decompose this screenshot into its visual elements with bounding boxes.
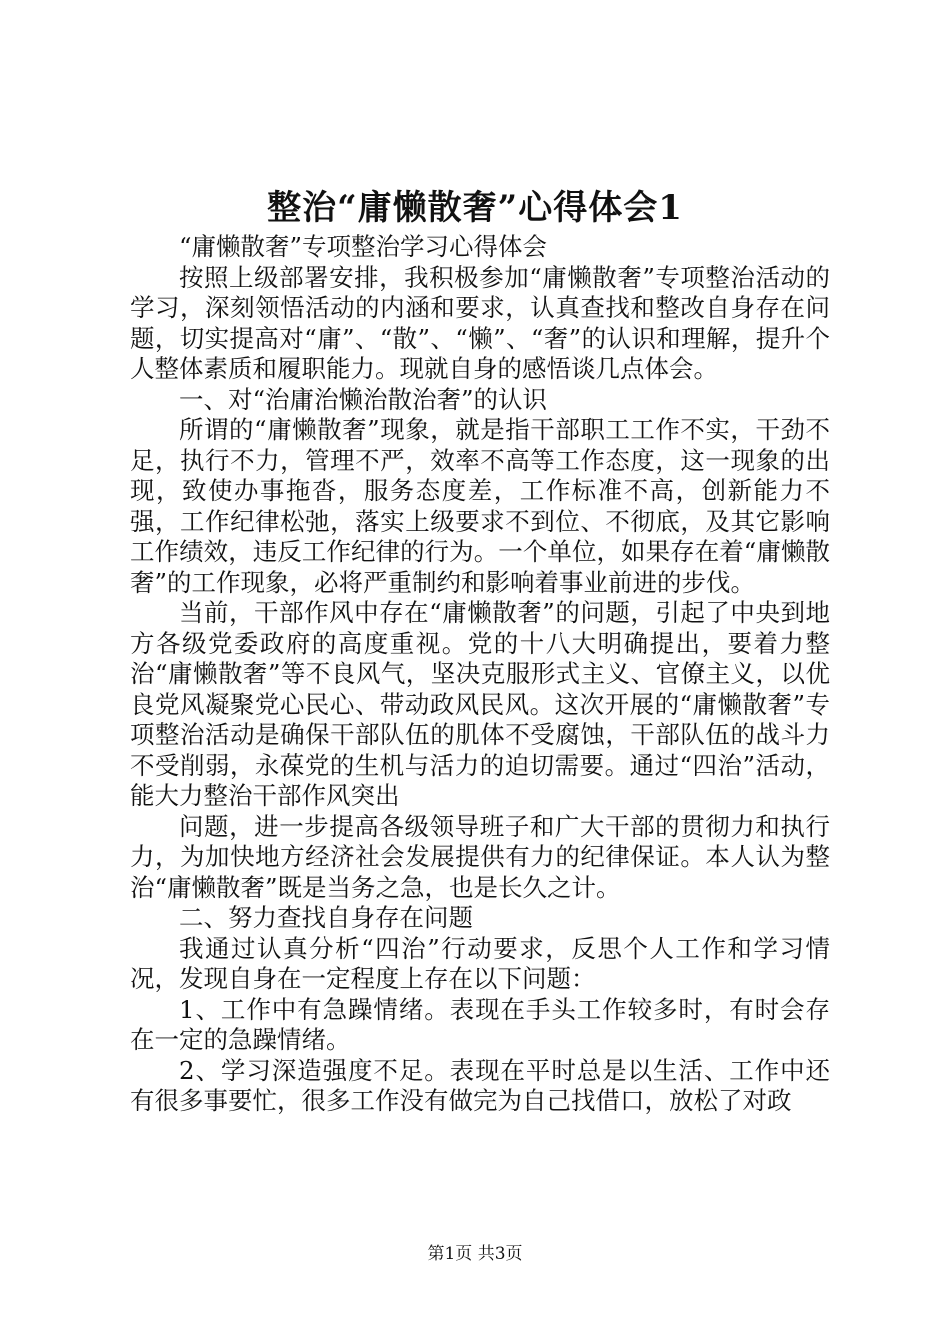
- document-body: [130, 232, 830, 1117]
- page-footer: 第1页 共3页: [427, 1244, 523, 1264]
- paragraph-current: 当前，干部作风中存在“庸懒散奢”的问题，引起了中央到地方各级党委政府的高度重视。党的十八大明确提出，要着力整治“庸懒散奢”等不良风气，坚决克服形式主义、官僚主义，以优良党风凝聚党心民心、带动政风民风。这次开展的“庸懒散奢”专项整治活动是确保干部队伍的肌体不受腐蚀，干部队伍的战斗力不受削弱，永葆党的生机与活力的迫切需要。通过“四治”活动，能大力整治干部作风突出: [130, 598, 830, 810]
- paragraph-analysis: 我通过认真分析“四治”行动要求，反思个人工作和学习情况，发现自身在一定程度上存在以下问题：: [130, 933, 830, 993]
- paragraph-subtitle: “庸懒散奢”专项整治学习心得体会: [179, 232, 548, 261]
- list-item-1: 1、工作中有急躁情绪。表现在手头工作较多时，有时会存在一定的急躁情绪。: [130, 994, 830, 1054]
- list-item-2: 2、学习深造强度不足。表现在平时总是以生活、工作中还有很多事要忙，很多工作没有做完为自己找借口，放松了对政: [130, 1055, 830, 1115]
- paragraph-problems: 问题，进一步提高各级领导班子和广大干部的贯彻力和执行力，为加快地方经济社会发展提供有力的纪律保证。本人认为整治“庸懒散奢”既是当务之急，也是长久之计。: [130, 811, 830, 902]
- section-heading-2: 二、努力查找自身存在问题: [179, 903, 473, 932]
- paragraph-intro: 按照上级部署安排，我积极参加“庸懒散奢”专项整治活动的学习，深刻领悟活动的内涵和要求，认真查找和整改自身存在问题，切实提高对“庸”、“散”、“懒”、“奢”的认识和理解，提升个人整体素质和履职能力。现就自身的感悟谈几点体会。: [130, 262, 830, 383]
- document-title: 整治“庸懒散奢”心得体会1: [267, 188, 683, 228]
- paragraph-definition: 所谓的“庸懒散奢”现象，就是指干部职工工作不实，干劲不足，执行不力，管理不严，效率不高等工作态度，这一现象的出现，致使办事拖沓，服务态度差，工作标准不高，创新能力不强，工作纪律松弛，落实上级要求不到位、不彻底，及其它影响工作绩效，违反工作纪律的行为。一个单位，如果存在着“庸懒散奢”的工作现象，必将严重制约和影响着事业前进的步伐。: [130, 415, 830, 597]
- section-heading-1: 一、对“治庸治懒治散治奢”的认识: [179, 384, 548, 414]
